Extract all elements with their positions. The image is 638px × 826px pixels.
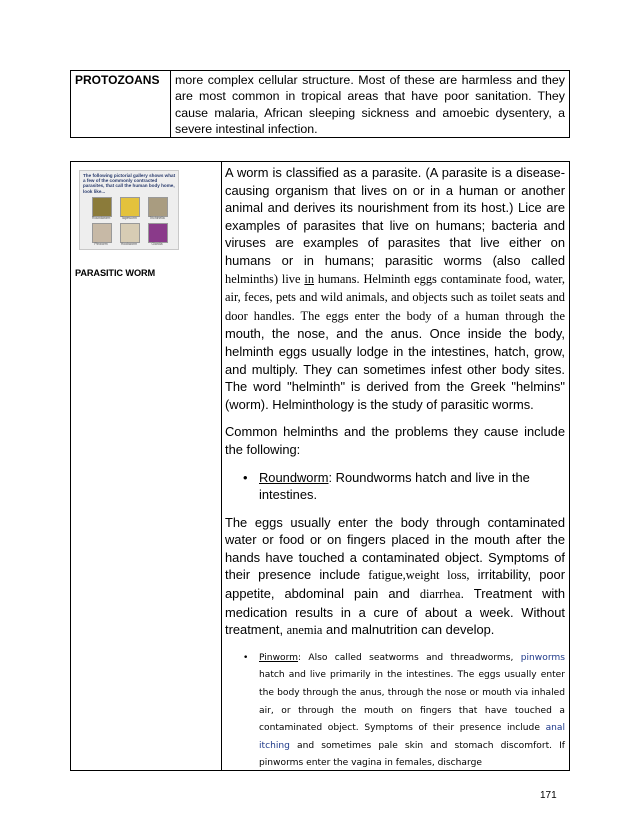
protozoans-row <box>70 70 570 138</box>
bullet: • <box>243 652 249 663</box>
worm-paragraph-2: Common helminths and the problems they cause include the following: <box>225 424 565 457</box>
thumb-label: Pinworm <box>94 242 108 246</box>
roundworm-thumb <box>92 197 112 217</box>
text: The eggs usually enter the body through contaminated water or food or on fingers placed in the mouth after the hands have touched a contaminated object. Symptoms of their presence include <box>225 514 565 583</box>
thumb-label: Tapeworm <box>121 216 137 220</box>
pinworm-bullet <box>225 650 565 773</box>
worm-paragraph-3 <box>225 514 565 640</box>
text: and malnutrition can develop. <box>322 622 495 638</box>
text: humans. Helminth eggs contaminate food, water, air, feces, pets and wild animals, and objects such as toilet seats and door handles. The eggs enter the body of a human through the <box>225 271 565 323</box>
thumb-label: Roundworm <box>92 216 111 220</box>
text: helminths) <box>225 271 278 286</box>
anal-itching-link[interactable]: anal itching <box>259 723 565 751</box>
worm-description <box>225 164 565 773</box>
trichinella-thumb <box>148 197 168 217</box>
text: irritability, poor appetite, abdominal pain and <box>225 567 566 602</box>
text: mouth, the nose, and the anus. Once inside the body, helminth eggs usually lodge in the intestines, hatch, grow, and multiply. They can sometimes infest other body sites. The word "helminth" is derived from the Greek "helmins" (worm). Helminthology is the study of parasitic worms. <box>225 326 565 412</box>
thumb-label: Giardia <box>151 242 163 246</box>
thumb-label: Trichinella <box>149 216 165 220</box>
pinworm-thumb <box>92 223 112 243</box>
giardia-thumb <box>148 223 168 243</box>
roundworm-bullet <box>225 469 565 504</box>
text: : Also called seatworms and threadworms, <box>298 652 521 663</box>
text: . Treatment with medication results in a cure of about a week. Without treatment, <box>225 586 566 638</box>
text: hatch and live primarily in the intestines. The eggs usually enter the body through the anus, through the nose or mouth via inhaled air, or through the mouth on fingers that have touched a contaminated object. Symptoms of their presence include <box>259 670 565 734</box>
text: A worm is classified as a parasite. (A parasite is a disease-causing organism that lives on or in a human or another animal and derives its nourishment from its host.) Lice are examples of parasites that live on humans; bacteria and viruses are examples of parasites that live either on humans or in humans; parasitic worms (also called <box>225 165 565 268</box>
parasitic-worm-label: PARASITIC WORM <box>75 268 156 278</box>
protozoans-label: PROTOZOANS <box>71 71 171 137</box>
hookworm-thumb <box>120 223 140 243</box>
pinworm-term: Pinworm <box>259 652 299 663</box>
column-divider <box>221 162 222 770</box>
text: diarrhea <box>419 587 461 602</box>
text: anemia <box>286 623 323 638</box>
pinworms-link[interactable]: pinworms <box>520 652 565 663</box>
thumb-label: Hookworm <box>120 242 138 246</box>
roundworm-term: Roundworm <box>259 469 329 485</box>
parasite-gallery-image <box>79 170 179 250</box>
tapeworm-thumb <box>120 197 140 217</box>
page-number: 171 <box>540 790 557 801</box>
protozoans-text: more complex cellular structure. Most of these are harmless and they are most common in tropical areas that have poor sanitation. They cause malaria, African sleeping sickness and amoebic dysentery, a severe intestinal infection. <box>175 73 565 136</box>
gallery-caption: The following pictorial gallery shows what a few of the commonly contracted parasites, that call the human body home, look like... <box>83 173 176 194</box>
text: and sometimes pale skin and stomach discomfort. If pinworms enter the vagina in females, discharge <box>259 740 565 769</box>
text: : Roundworms hatch and live in the intestines. <box>259 469 530 503</box>
bullet: • <box>243 469 248 485</box>
parasitic-worm-row <box>70 161 570 771</box>
worm-paragraph-1 <box>225 164 565 413</box>
text: live <box>278 271 305 286</box>
text: fatigue,weight loss, <box>368 568 470 583</box>
text: in <box>304 271 315 286</box>
